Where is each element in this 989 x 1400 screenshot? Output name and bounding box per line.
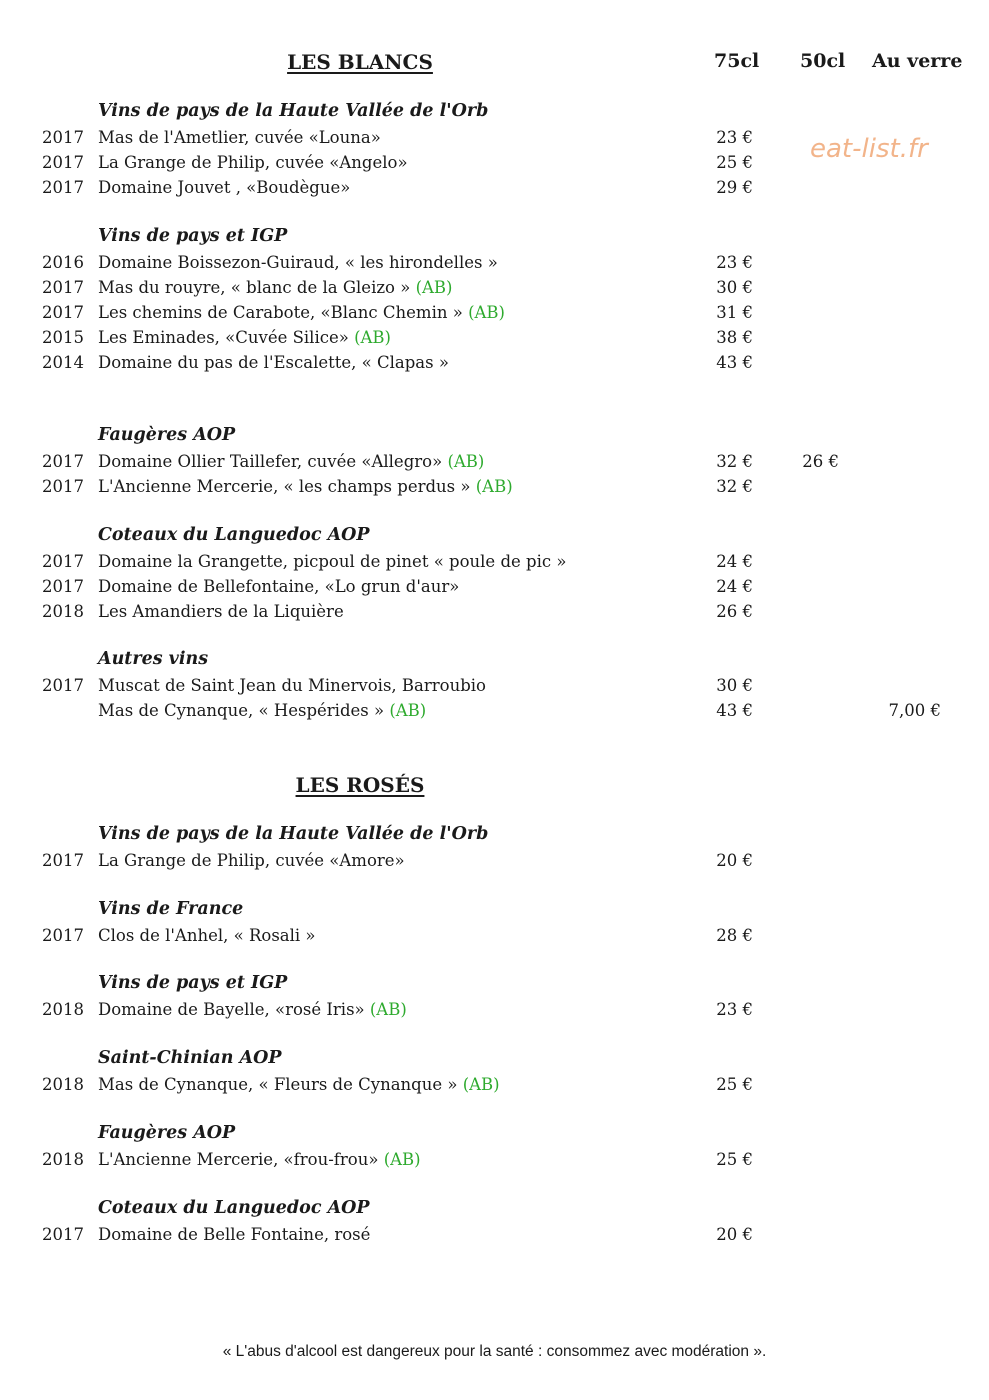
- price-75cl: 25 €: [716, 153, 753, 172]
- wine-name-text: La Grange de Philip, cuvée «Amore»: [98, 851, 405, 870]
- price-75cl: 30 €: [716, 278, 753, 297]
- vintage-year: 2017: [42, 1225, 84, 1244]
- wine-row: [0, 253, 989, 278]
- price-75cl: 25 €: [716, 1075, 753, 1094]
- wine-name: [98, 303, 505, 322]
- wine-name-text: Domaine Ollier Taillefer, cuvée «Allegro»: [98, 452, 448, 471]
- wine-name: [98, 1000, 407, 1019]
- vintage-year: 2017: [42, 178, 84, 197]
- wine-name: [98, 452, 484, 471]
- vintage-year: 2017: [42, 851, 84, 870]
- wine-row: [0, 353, 989, 378]
- vintage-year: 2014: [42, 353, 84, 372]
- vintage-year: 2017: [42, 278, 84, 297]
- wine-name: [98, 1225, 370, 1244]
- wine-name-text: L'Ancienne Mercerie, « les champs perdus »: [98, 477, 476, 496]
- vintage-year: 2018: [42, 1000, 84, 1019]
- wine-row: [0, 477, 989, 502]
- category-heading: Coteaux du Languedoc AOP: [98, 525, 370, 545]
- vintage-year: 2017: [42, 577, 84, 596]
- wine-name-text: L'Ancienne Mercerie, «frou-frou»: [98, 1150, 384, 1169]
- price-75cl: 23 €: [716, 128, 753, 147]
- vintage-year: 2017: [42, 128, 84, 147]
- wine-name: [98, 701, 426, 720]
- wine-name: [98, 328, 391, 347]
- wine-name: [98, 353, 449, 372]
- organic-badge: (AB): [462, 1075, 500, 1094]
- wine-name: [98, 153, 408, 172]
- price-75cl: 24 €: [716, 552, 753, 571]
- category-heading: Vins de pays et IGP: [98, 226, 288, 246]
- category-heading: Vins de pays et IGP: [98, 973, 288, 993]
- price-75cl: 28 €: [716, 926, 753, 945]
- vintage-year: 2018: [42, 1150, 84, 1169]
- wine-row: [0, 701, 989, 726]
- organic-badge: (AB): [447, 452, 485, 471]
- wine-row: [0, 328, 989, 353]
- category-heading: Faugères AOP: [98, 1123, 236, 1143]
- vintage-year: 2018: [42, 1075, 84, 1094]
- section-title: LES BLANCS: [287, 50, 433, 74]
- wine-name-text: Domaine de Belle Fontaine, rosé: [98, 1225, 371, 1244]
- section-title: LES ROSÉS: [295, 773, 425, 797]
- wine-name-text: Domaine la Grangette, picpoul de pinet « poule de pic »: [98, 552, 567, 571]
- category-heading: Vins de pays de la Haute Vallée de l'Orb: [98, 824, 489, 844]
- wine-name: [98, 128, 381, 147]
- wine-name-text: Domaine Boissezon-Guiraud, « les hirondelles »: [98, 253, 498, 272]
- organic-badge: (AB): [354, 328, 391, 347]
- wine-name-text: Mas du rouyre, « blanc de la Gleizo »: [98, 278, 416, 297]
- price-75cl: 23 €: [716, 1000, 753, 1019]
- price-75cl: 20 €: [716, 851, 753, 870]
- price-75cl: 32 €: [716, 452, 753, 471]
- wine-name: [98, 1150, 421, 1169]
- wine-row: [0, 1075, 989, 1100]
- wine-name: [98, 477, 513, 496]
- vintage-year: 2017: [42, 676, 84, 695]
- wine-name-text: Les Eminades, «Cuvée Silice»: [98, 328, 355, 347]
- wine-name-text: Les Amandiers de la Liquière: [98, 602, 344, 621]
- wine-row: [0, 926, 989, 951]
- health-warning: « L'abus d'alcool est dangereux pour la santé : consommez avec modération ».: [222, 1343, 767, 1360]
- vintage-year: 2017: [42, 153, 84, 172]
- price-75cl: 23 €: [716, 253, 753, 272]
- wine-name-text: Domaine Jouvet , «Boudègue»: [98, 178, 351, 197]
- wine-name-text: Domaine de Bellefontaine, «Lo grun d'aur»: [98, 577, 460, 596]
- wine-row: [0, 851, 989, 876]
- wine-row: [0, 676, 989, 701]
- wine-name: [98, 178, 350, 197]
- vintage-year: 2017: [42, 926, 84, 945]
- wine-row: [0, 1150, 989, 1175]
- wine-name-text: Mas de Cynanque, « Fleurs de Cynanque »: [98, 1075, 463, 1094]
- watermark-logo: eat-list.fr: [810, 134, 928, 164]
- wine-name-text: Les chemins de Carabote, «Blanc Chemin »: [98, 303, 469, 322]
- wine-name-text: Mas de Cynanque, « Hespérides »: [98, 701, 390, 720]
- vintage-year: 2017: [42, 552, 84, 571]
- wine-name: [98, 1075, 500, 1094]
- wine-name: [98, 851, 405, 870]
- vintage-year: 2017: [42, 477, 84, 496]
- price-75cl: 31 €: [716, 303, 753, 322]
- vintage-year: 2017: [42, 452, 84, 471]
- price-75cl: 20 €: [716, 1225, 753, 1244]
- category-heading: Vins de pays de la Haute Vallée de l'Orb: [98, 101, 489, 121]
- header-au-verre: Au verre: [872, 50, 963, 72]
- wine-row: [0, 1225, 989, 1250]
- header-50cl: 50cl: [800, 50, 846, 72]
- wine-name: [98, 552, 566, 571]
- wine-row: [0, 128, 989, 153]
- wine-name: [98, 278, 452, 297]
- organic-badge: (AB): [369, 1000, 407, 1019]
- price-75cl: 25 €: [716, 1150, 753, 1169]
- wine-name: [98, 926, 316, 945]
- price-75cl: 43 €: [716, 353, 753, 372]
- price-75cl: 29 €: [716, 178, 753, 197]
- wine-name-text: Mas de l'Ametlier, cuvée «Louna»: [98, 128, 381, 147]
- wine-name-text: Muscat de Saint Jean du Minervois, Barroubio: [98, 676, 486, 695]
- price-50cl: 26 €: [802, 452, 839, 471]
- price-75cl: 26 €: [716, 602, 753, 621]
- category-heading: Coteaux du Languedoc AOP: [98, 1198, 370, 1218]
- wine-row: [0, 153, 989, 178]
- price-75cl: 32 €: [716, 477, 753, 496]
- vintage-year: 2017: [42, 303, 84, 322]
- wine-row: [0, 452, 989, 477]
- price-glass: 7,00 €: [888, 701, 941, 720]
- wine-row: [0, 1000, 989, 1025]
- wine-name: [98, 676, 486, 695]
- vintage-year: 2016: [42, 253, 84, 272]
- organic-badge: (AB): [415, 278, 453, 297]
- organic-badge: (AB): [468, 303, 505, 322]
- wine-row: [0, 278, 989, 303]
- wine-row: [0, 577, 989, 602]
- wine-name-text: Domaine du pas de l'Escalette, « Clapas »: [98, 353, 449, 372]
- wine-name: [98, 602, 344, 621]
- organic-badge: (AB): [383, 1150, 421, 1169]
- organic-badge: (AB): [389, 701, 427, 720]
- wine-row: [0, 178, 989, 203]
- organic-badge: (AB): [475, 477, 513, 496]
- category-heading: Autres vins: [98, 649, 209, 669]
- wine-name-text: La Grange de Philip, cuvée «Angelo»: [98, 153, 408, 172]
- category-heading: Vins de France: [98, 899, 244, 919]
- wine-name-text: Domaine de Bayelle, «rosé Iris»: [98, 1000, 370, 1019]
- vintage-year: 2018: [42, 602, 84, 621]
- wine-name-text: Clos de l'Anhel, « Rosali »: [98, 926, 316, 945]
- category-heading: Saint-Chinian AOP: [98, 1048, 282, 1068]
- price-75cl: 38 €: [716, 328, 753, 347]
- wine-row: [0, 552, 989, 577]
- price-75cl: 30 €: [716, 676, 753, 695]
- wine-row: [0, 602, 989, 627]
- price-75cl: 24 €: [716, 577, 753, 596]
- category-heading: Faugères AOP: [98, 425, 236, 445]
- header-75cl: 75cl: [714, 50, 760, 72]
- wine-row: [0, 303, 989, 328]
- vintage-year: 2015: [42, 328, 84, 347]
- price-75cl: 43 €: [716, 701, 753, 720]
- wine-name: [98, 577, 459, 596]
- wine-name: [98, 253, 498, 272]
